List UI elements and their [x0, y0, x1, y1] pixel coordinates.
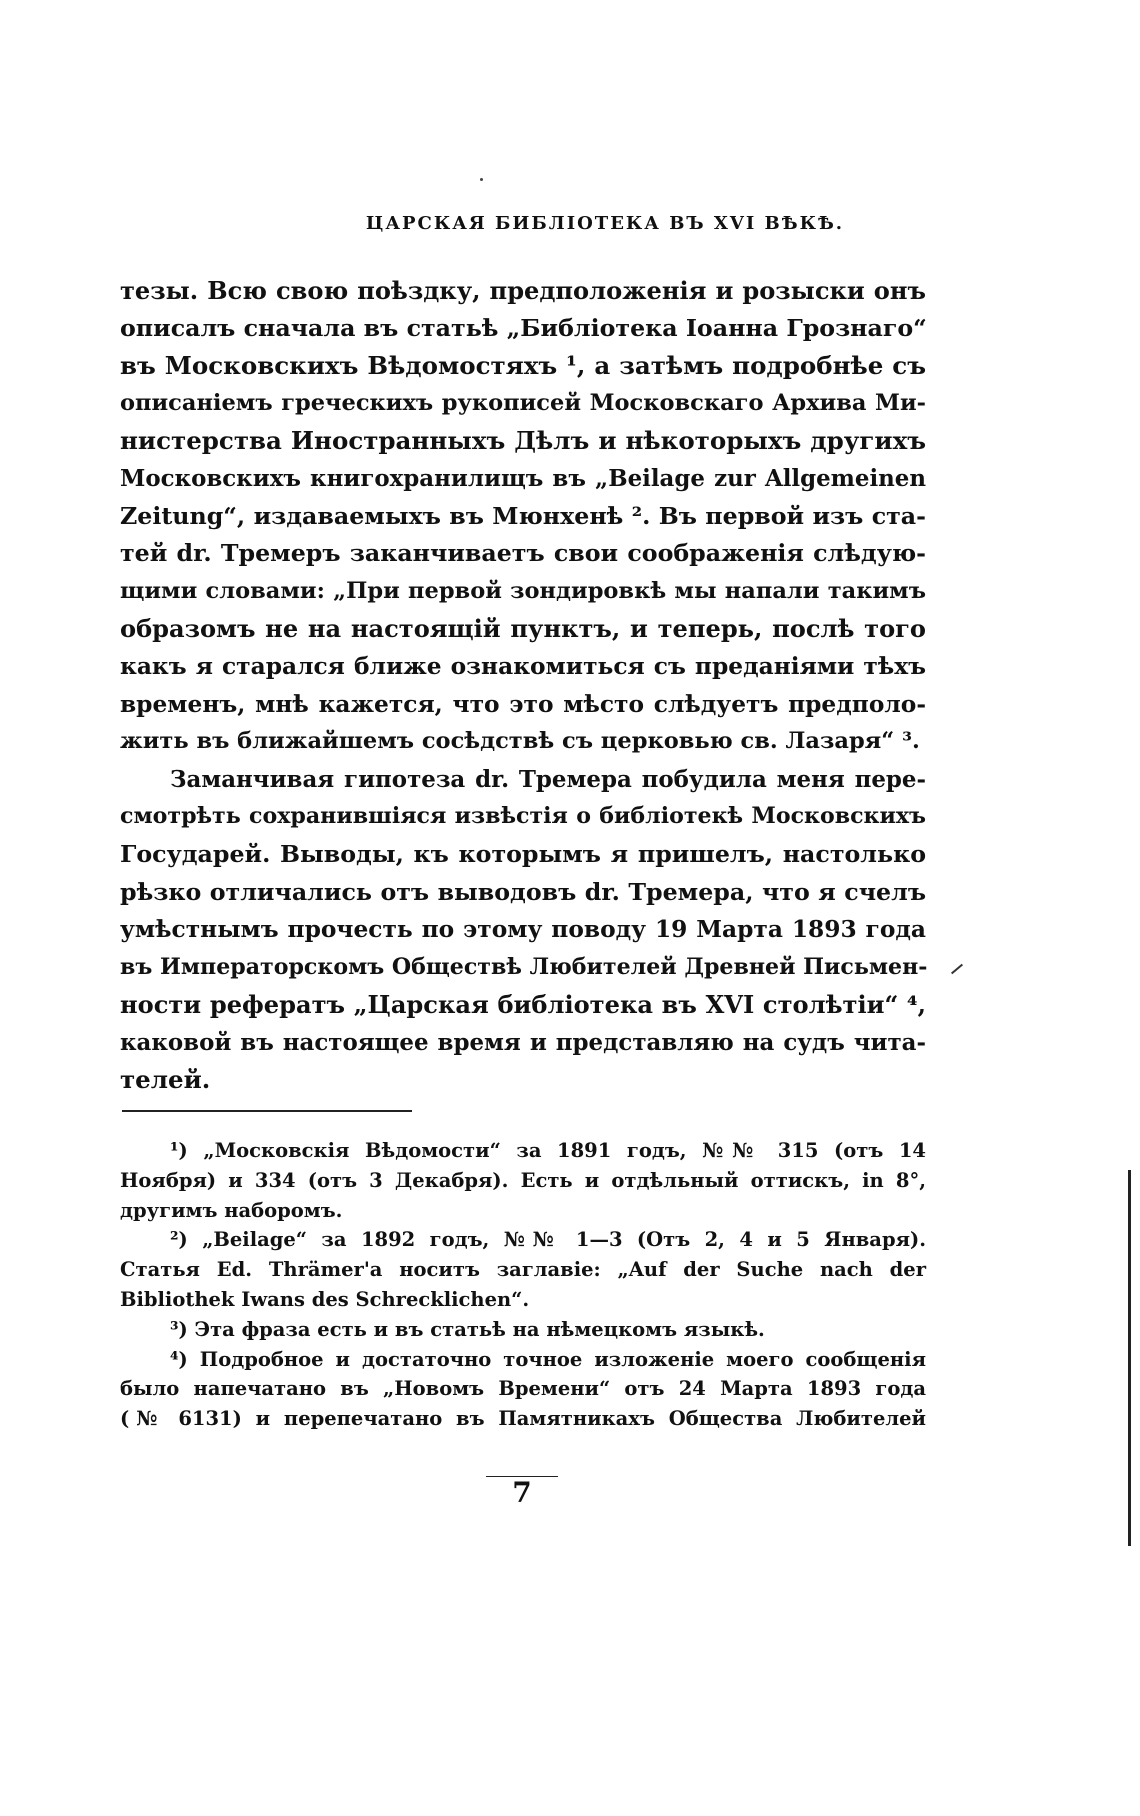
text-line: щими словами: „При первой зондировкѣ мы напали такимъ — [120, 577, 926, 604]
text-line: какъ я старался ближе ознакомиться съ преданіями тѣхъ — [120, 652, 926, 680]
text-line: Государей. Выводы, къ которымъ я пришелъ, настолько — [120, 839, 926, 868]
footnote-line: было напечатано въ „Новомъ Времени“ отъ 24 Марта 1893 года — [120, 1377, 926, 1401]
print-speck — [480, 178, 483, 181]
text-line: каковой въ настоящее время и представляю на судъ чита- — [120, 1028, 926, 1056]
footnote-separator — [122, 1110, 412, 1112]
text-line: умѣстнымъ прочесть по этому поводу 19 Марта 1893 года — [120, 916, 926, 944]
text-line: Zeitung“, издаваемыхъ въ Мюнхенѣ ². Въ первой изъ ста- — [120, 501, 926, 530]
text-line: тей dr. Тремеръ заканчиваетъ свои соображенія слѣдую- — [120, 539, 926, 568]
text-line: въ Московскихъ Вѣдомостяхъ ¹, а затѣмъ подробнѣе съ — [120, 351, 926, 381]
text-line: жить въ ближайшемъ сосѣдствѣ съ церковью св. Лазаря“ ³. — [120, 728, 920, 755]
footnote-line: ⁴) Подробное и достаточно точное изложеніе моего сообщенія — [170, 1347, 926, 1371]
text-line: телей. — [120, 1065, 211, 1095]
page-edge-shadow — [1128, 1170, 1131, 1546]
margin-pencil-mark — [951, 964, 963, 975]
footnotes — [120, 1136, 926, 1434]
text-line: образомъ не на настоящій пунктъ, и теперь, послѣ того — [120, 614, 926, 644]
running-head: ЦАРСКАЯ БИБЛІОТЕКА ВЪ XVI ВѢКѢ. — [365, 213, 845, 234]
text-line: въ Императорскомъ Обществѣ Любителей Древней Письмен- — [120, 953, 928, 980]
text-line: Московскихъ книгохранилищъ въ „Beilage zur Allgemeinen — [120, 464, 926, 492]
main-text — [120, 272, 926, 1099]
footnote-line: ²) „Beilage“ за 1892 годъ, №№ 1—3 (Отъ 2, 4 и 5 Января). — [170, 1228, 926, 1252]
footnote-line: ³) Эта фраза есть и въ статьѣ на нѣмецкомъ языкѣ. — [170, 1317, 765, 1341]
text-line: тезы. Всю свою поѣздку, предположенія и розыски онъ — [120, 276, 926, 305]
footnote-line: другимъ наборомъ. — [120, 1198, 343, 1222]
text-line: рѣзко отличались отъ выводовъ dr. Тремера, что я счелъ — [120, 877, 926, 906]
footnote-line: Ноября) и 334 (отъ 3 Декабря). Есть и отдѣльный оттискъ, in 8°, — [120, 1168, 926, 1192]
text-line: временъ, мнѣ кажется, что это мѣсто слѣдуетъ предполо- — [120, 690, 926, 718]
footnote-line: Статья Ed. Thrämer'a носитъ заглавіе: „Auf der Suche nach der — [120, 1258, 926, 1282]
footnote-line: Bibliothek Iwans des Schrecklichen“. — [120, 1287, 530, 1311]
text-line: ности рефератъ „Царская библіотека въ XVI столѣтіи“ ⁴, — [120, 990, 926, 1020]
page-number: 7 — [512, 1476, 532, 1509]
footnote-line: (№ 6131) и перепечатано въ Памятникахъ Общества Любителей — [120, 1407, 926, 1431]
paragraph-first-line: Заманчивая гипотеза dr. Тремера побудила меня пере- — [170, 765, 926, 793]
text-line: смотрѣть сохранившіяся извѣстія о библіотекѣ Московскихъ — [120, 803, 926, 830]
text-line: описалъ сначала въ статьѣ „Библіотека Іоанна Грознаго“ — [120, 313, 927, 342]
footnote-line: ¹) „Московскія Вѣдомости“ за 1891 годъ, №№ 315 (отъ 14 — [170, 1139, 926, 1162]
text-line: описаніемъ греческихъ рукописей Московскаго Архива Ми- — [120, 389, 926, 416]
text-line: нистерства Иностранныхъ Дѣлъ и нѣкоторыхъ другихъ — [120, 426, 926, 456]
